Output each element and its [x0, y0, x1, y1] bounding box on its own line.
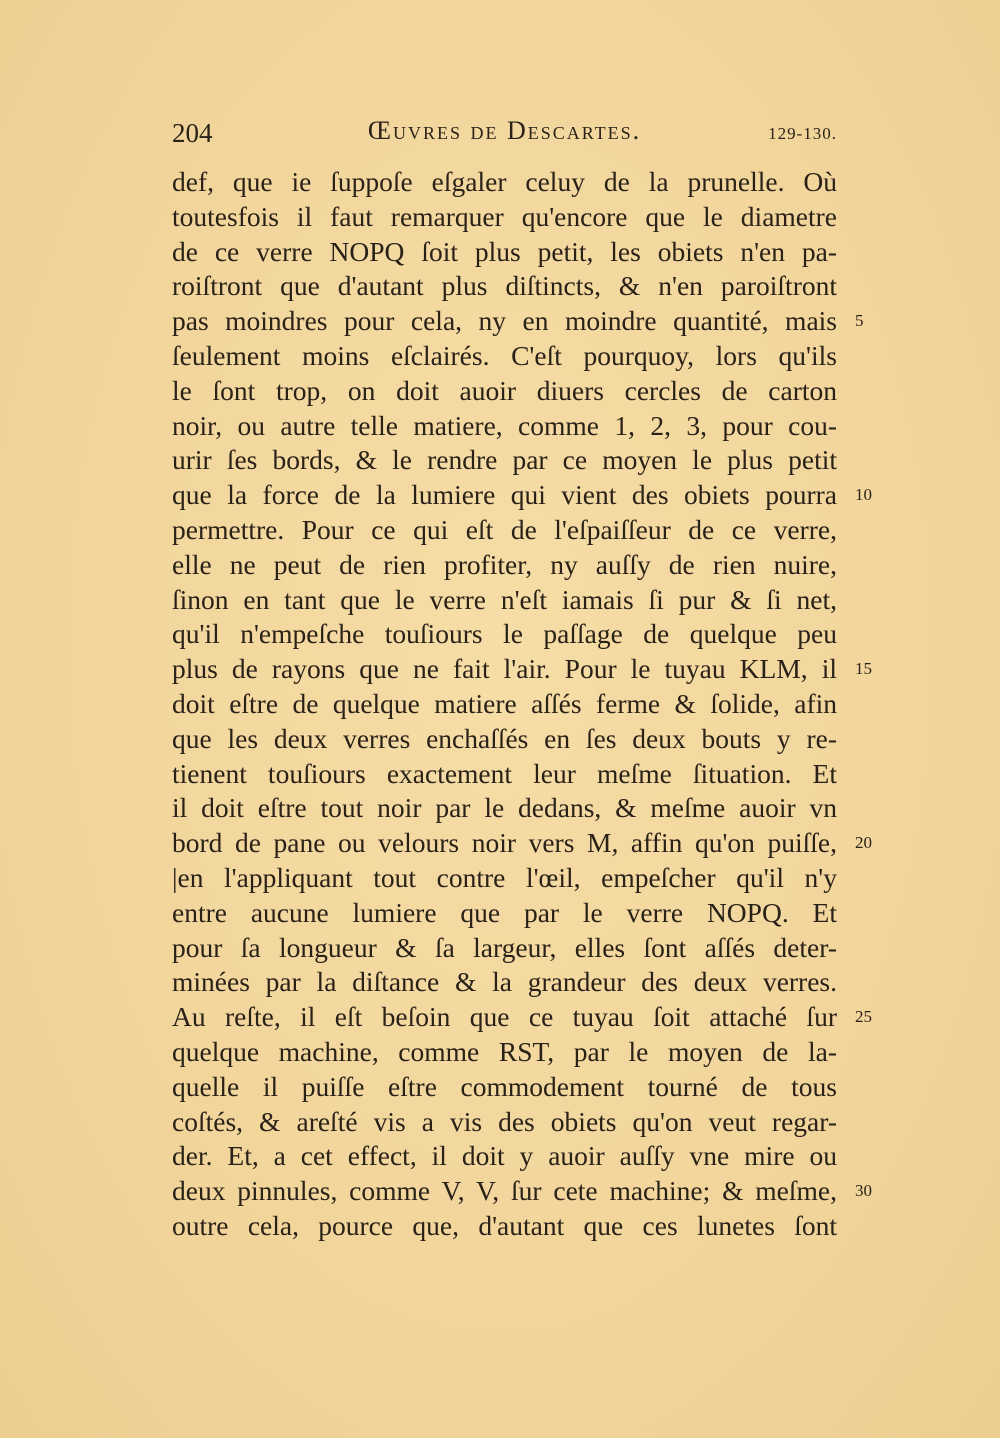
- text-line: que les deux verres enchaſſés en ſes deux bouts y re-: [172, 722, 837, 754]
- running-title: Œuvres de Descartes.: [367, 116, 642, 145]
- line-number: 10: [855, 485, 872, 505]
- text-line: outre cela, pource que, d'autant que ces lunetes ſont: [172, 1209, 837, 1241]
- text-line: minées par la diſtance & la grandeur des deux verres.: [172, 966, 837, 998]
- page-header: [172, 114, 837, 154]
- text-line: bord de pane ou velours noir vers M, affin qu'on puiſſe,: [172, 827, 837, 859]
- text-line: urir ſes bords, & le rendre par ce moyen le plus petit: [172, 444, 837, 476]
- text-line: |en l'appliquant tout contre l'œil, empeſcher qu'il n'y: [172, 861, 837, 893]
- line-number: 30: [855, 1181, 872, 1201]
- text-line: elle ne peut de rien profiter, ny auſſy de rien nuire,: [172, 548, 837, 580]
- text-line: roiſtront que d'autant plus diſtincts, & n'en paroiſtront: [172, 270, 837, 302]
- line-number: 20: [855, 833, 872, 853]
- text-line: plus de rayons que ne fait l'air. Pour le tuyau KLM, il: [172, 653, 837, 685]
- text-line: pour ſa longueur & ſa largeur, elles ſont aſſés deter-: [172, 931, 837, 963]
- line-number: 5: [855, 311, 864, 331]
- original-page-reference: 129-130.: [768, 124, 837, 143]
- text-line: noir, ou autre telle matiere, comme 1, 2, 3, pour cou-: [172, 409, 837, 441]
- text-line: qu'il n'empeſche touſiours le paſſage de quelque peu: [172, 618, 837, 650]
- text-line: quelque machine, comme RST, par le moyen de la-: [172, 1035, 837, 1067]
- text-line: entre aucune lumiere que par le verre NOPQ. Et: [172, 896, 837, 928]
- page-number: 204: [172, 118, 213, 148]
- text-line: il doit eſtre tout noir par le dedans, & meſme auoir vn: [172, 792, 837, 824]
- line-number: 25: [855, 1007, 872, 1027]
- text-line: der. Et, a cet effect, il doit y auoir auſſy vne mire ou: [172, 1140, 837, 1172]
- text-line: ſinon en tant que le verre n'eſt iamais ſi pur & ſi net,: [172, 583, 837, 615]
- text-line: Au reſte, il eſt beſoin que ce tuyau ſoit attaché ſur: [172, 1001, 837, 1033]
- text-line: pas moindres pour cela, ny en moindre quantité, mais: [172, 305, 837, 337]
- text-line: doit eſtre de quelque matiere aſſés ferme & ſolide, afin: [172, 687, 837, 719]
- text-line: toutesfois il faut remarquer qu'encore que le diametre: [172, 200, 837, 232]
- text-line: que la force de la lumiere qui vient des obiets pourra: [172, 479, 837, 511]
- text-line: le ſont trop, on doit auoir diuers cercles de carton: [172, 374, 837, 406]
- body-text: [172, 165, 837, 1244]
- text-line: coſtés, & areſté vis a vis des obiets qu'on veut regar-: [172, 1105, 837, 1137]
- line-number: 15: [855, 659, 872, 679]
- text-line: de ce verre NOPQ ſoit plus petit, les obiets n'en pa-: [172, 235, 837, 267]
- text-line: ſeulement moins eſclairés. C'eſt pourquoy, lors qu'ils: [172, 339, 837, 371]
- text-line: deux pinnules, comme V, V, ſur cete machine; & meſme,: [172, 1175, 837, 1207]
- text-line: permettre. Pour ce qui eſt de l'eſpaiſſeur de ce verre,: [172, 513, 837, 545]
- text-line: def, que ie ſuppoſe eſgaler celuy de la prunelle. Où: [172, 166, 837, 197]
- text-line: quelle il puiſſe eſtre commodement tourné de tous: [172, 1070, 837, 1102]
- text-line: tienent touſiours exactement leur meſme ſituation. Et: [172, 757, 837, 789]
